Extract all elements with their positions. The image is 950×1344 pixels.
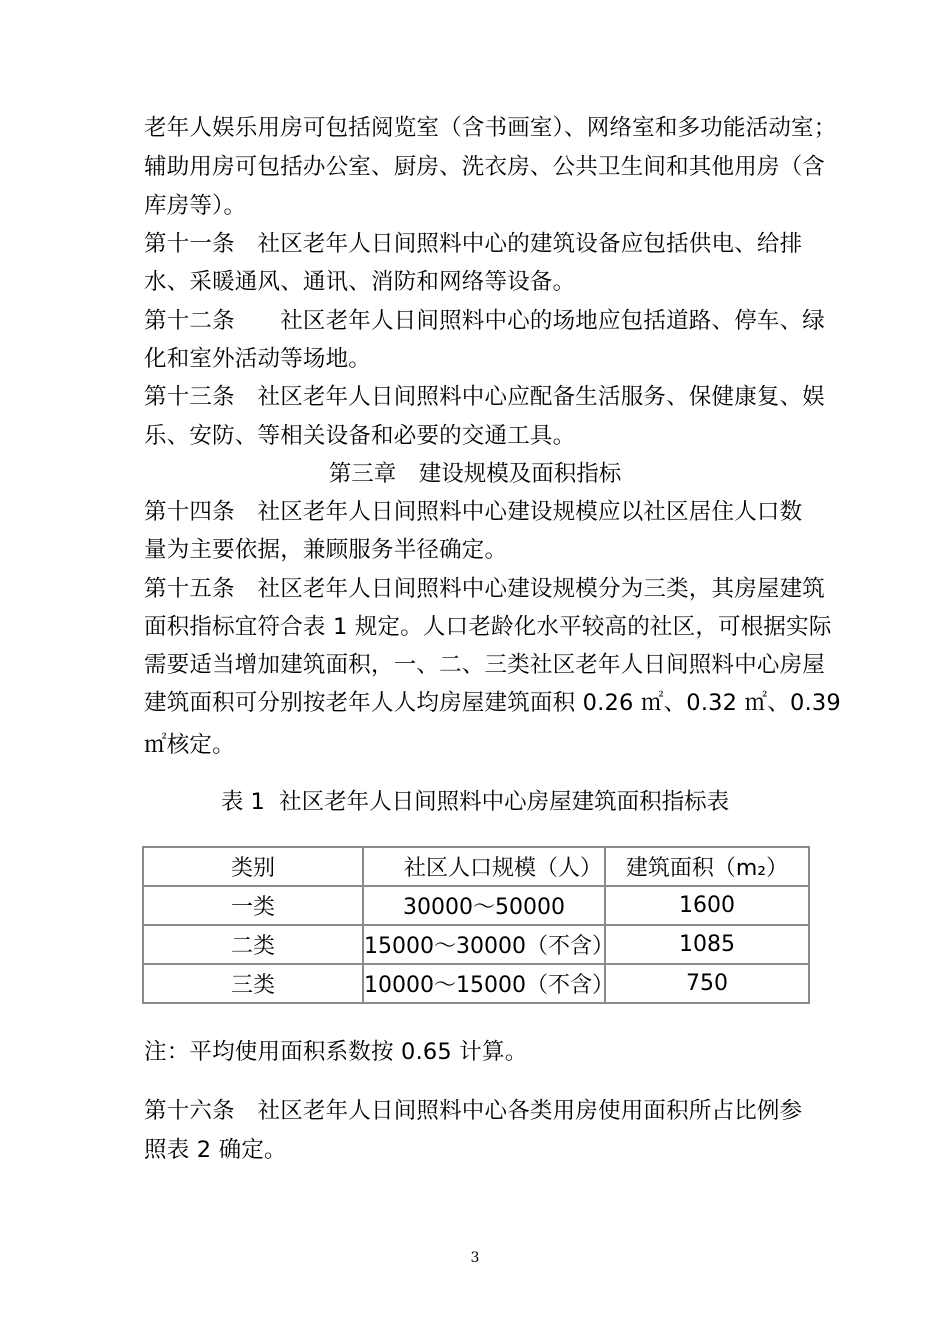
table-cell: 30000～50000 bbox=[363, 886, 605, 925]
body-text-line: 乐、安防、等相关设备和必要的交通工具。 bbox=[144, 423, 576, 449]
table-cell: 15000～30000（不含） bbox=[363, 925, 605, 964]
area-index-table bbox=[142, 846, 810, 1004]
article-16-line: 第十六条 社区老年人日间照料中心各类用房使用面积所占比例参 bbox=[144, 1098, 803, 1124]
table-header-cell: 社区人口规模（人） bbox=[363, 847, 605, 886]
body-text-line: 老年人娱乐用房可包括阅览室（含书画室）、网络室和多功能活动室； bbox=[144, 115, 837, 141]
table-cell: 750 bbox=[605, 964, 809, 1003]
article-14-line: 第十四条 社区老年人日间照料中心建设规模应以社区居住人口数 bbox=[144, 499, 803, 525]
table-row bbox=[143, 964, 809, 1003]
chapter-title: 第三章 建设规模及面积指标 bbox=[328, 461, 622, 487]
table-cell: 10000～15000（不含） bbox=[363, 964, 605, 1003]
table-note: 注：平均使用面积系数按 0.65 计算。 bbox=[144, 1039, 528, 1065]
article-13-line: 第十三条 社区老年人日间照料中心应配备生活服务、保健康复、娱 bbox=[144, 384, 826, 410]
body-text-line: 照表 2 确定。 bbox=[144, 1137, 287, 1163]
table-cell: 一类 bbox=[143, 886, 363, 925]
table-header-cell: 类别 bbox=[143, 847, 363, 886]
table-cell: 1600 bbox=[605, 886, 809, 925]
table-header-cell: 建筑面积（m₂） bbox=[605, 847, 809, 886]
article-11-line: 第十一条 社区老年人日间照料中心的建筑设备应包括供电、给排 bbox=[144, 231, 803, 257]
body-text-line: 库房等）。 bbox=[144, 193, 247, 219]
table-row bbox=[143, 886, 809, 925]
table-cell: 三类 bbox=[143, 964, 363, 1003]
article-15-line: 第十五条 社区老年人日间照料中心建设规模分为三类，其房屋建筑 bbox=[144, 576, 826, 602]
body-text-line: 建筑面积可分别按老年人人均房屋建筑面积 0.26 ㎡、0.32 ㎡、0.39 bbox=[144, 690, 841, 716]
table-header-row bbox=[143, 847, 809, 886]
table-cell: 1085 bbox=[605, 925, 809, 964]
table-cell: 二类 bbox=[143, 925, 363, 964]
table-row bbox=[143, 925, 809, 964]
body-text-line: 面积指标宜符合表 1 规定。人口老龄化水平较高的社区，可根据实际 bbox=[144, 614, 832, 640]
body-text-line: ㎡核定。 bbox=[144, 732, 235, 758]
page-number: 3 bbox=[470, 1250, 480, 1266]
article-12-line: 第十二条 社区老年人日间照料中心的场地应包括道路、停车、绿 bbox=[144, 308, 826, 334]
body-text-line: 量为主要依据，兼顾服务半径确定。 bbox=[144, 537, 508, 563]
body-text-line: 水、采暖通风、通讯、消防和网络等设备。 bbox=[144, 269, 576, 295]
table-caption: 表 1 社区老年人日间照料中心房屋建筑面积指标表 bbox=[220, 789, 730, 815]
body-text-line: 辅助用房可包括办公室、厨房、洗衣房、公共卫生间和其他用房（含 bbox=[144, 154, 826, 180]
body-text-line: 需要适当增加建筑面积，一、二、三类社区老年人日间照料中心房屋 bbox=[144, 652, 826, 678]
body-text-line: 化和室外活动等场地。 bbox=[144, 346, 372, 372]
